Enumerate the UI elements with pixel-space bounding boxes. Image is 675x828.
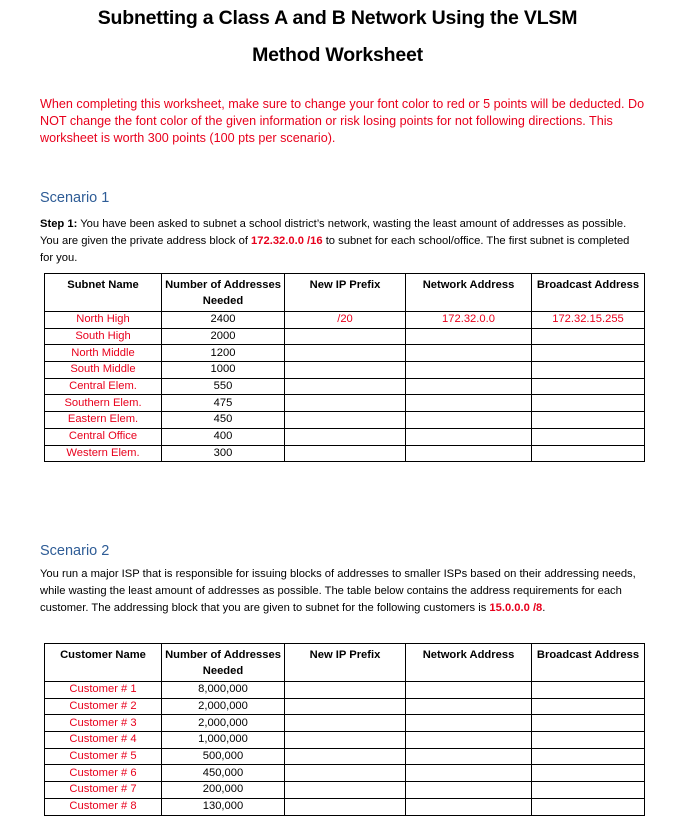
scenario-1-rows	[45, 312, 645, 462]
scenario-2-description	[40, 566, 645, 617]
name-cell: Eastern Elem.	[45, 412, 162, 429]
network-address-cell[interactable]	[406, 345, 532, 362]
table-row	[45, 312, 645, 329]
scenario-1-heading: Scenario 1	[40, 190, 110, 206]
scenario-1-text: You have been asked to subnet a school district’s network, wasting the least amount of addresses as possible. You are given the private address block of	[40, 218, 627, 247]
broadcast-address-cell[interactable]	[532, 765, 645, 782]
network-address-cell[interactable]	[406, 378, 532, 395]
header-addresses-needed: Number of Addresses Needed	[162, 274, 285, 312]
addresses-needed-cell: 8,000,000	[162, 682, 285, 699]
broadcast-address-cell[interactable]	[532, 362, 645, 379]
broadcast-address-cell[interactable]	[532, 782, 645, 799]
name-cell: Western Elem.	[45, 445, 162, 462]
addresses-needed-cell: 200,000	[162, 782, 285, 799]
header-broadcast-address: Broadcast Address	[532, 644, 645, 682]
new-ip-prefix-cell[interactable]	[285, 698, 406, 715]
new-ip-prefix-cell[interactable]	[285, 782, 406, 799]
network-address-cell[interactable]	[406, 765, 532, 782]
broadcast-address-cell[interactable]	[532, 715, 645, 732]
header-subnet-name: Subnet Name	[45, 274, 162, 312]
name-cell: Customer # 4	[45, 732, 162, 749]
table-row	[45, 328, 645, 345]
broadcast-address-cell[interactable]	[532, 682, 645, 699]
header-network-address: Network Address	[406, 644, 532, 682]
table-row	[45, 715, 645, 732]
network-address-cell[interactable]	[406, 362, 532, 379]
scenario-1-description	[40, 216, 645, 267]
scenario-2-text: You run a major ISP that is responsible for issuing blocks of addresses to smaller ISPs based on their addressing needs, while wasting the least amount of addresses as possible. The table below contains the address requirements for each customer. The addressing block that you are given to subnet for the following customers is	[40, 568, 636, 614]
header-addresses-needed: Number of Addresses Needed	[162, 644, 285, 682]
broadcast-address-cell[interactable]: 172.32.15.255	[532, 312, 645, 329]
scenario-2-table	[44, 643, 645, 816]
name-cell: Southern Elem.	[45, 395, 162, 412]
scenario-2-rows	[45, 682, 645, 816]
instructions: When completing this worksheet, make sure to change your font color to red or 5 points will be deducted. Do NOT change the font color of the given information or risk losing points for not following directions. This worksheet is worth 300 points (100 pts per scenario).	[40, 97, 645, 145]
broadcast-address-cell[interactable]	[532, 732, 645, 749]
new-ip-prefix-cell[interactable]	[285, 715, 406, 732]
worksheet-title-line-1: Subnetting a Class A and B Network Using the VLSM	[97, 7, 578, 29]
addresses-needed-cell: 1,000,000	[162, 732, 285, 749]
name-cell: North Middle	[45, 345, 162, 362]
broadcast-address-cell[interactable]	[532, 412, 645, 429]
network-address-cell[interactable]	[406, 328, 532, 345]
table-row	[45, 732, 645, 749]
scenario-1-text-end: to subnet for each school/office. The first subnet is completed for you.	[40, 235, 630, 264]
name-cell: Customer # 1	[45, 682, 162, 699]
broadcast-address-cell[interactable]	[532, 395, 645, 412]
network-address-cell[interactable]: 172.32.0.0	[406, 312, 532, 329]
name-cell: Central Office	[45, 428, 162, 445]
table-row	[45, 782, 645, 799]
name-cell: Central Elem.	[45, 378, 162, 395]
network-address-cell[interactable]	[406, 428, 532, 445]
addresses-needed-cell: 450	[162, 412, 285, 429]
addresses-needed-cell: 1000	[162, 362, 285, 379]
broadcast-address-cell[interactable]	[532, 445, 645, 462]
name-cell: South Middle	[45, 362, 162, 379]
new-ip-prefix-cell[interactable]	[285, 345, 406, 362]
header-network-address: Network Address	[406, 274, 532, 312]
addresses-needed-cell: 2000	[162, 328, 285, 345]
broadcast-address-cell[interactable]	[532, 328, 645, 345]
broadcast-address-cell[interactable]	[532, 345, 645, 362]
new-ip-prefix-cell[interactable]	[285, 362, 406, 379]
addresses-needed-cell: 1200	[162, 345, 285, 362]
addresses-needed-cell: 300	[162, 445, 285, 462]
scenario-1-table	[44, 273, 645, 462]
addresses-needed-cell: 2,000,000	[162, 715, 285, 732]
table-row	[45, 748, 645, 765]
new-ip-prefix-cell[interactable]	[285, 328, 406, 345]
scenario-2-heading: Scenario 2	[40, 543, 110, 559]
broadcast-address-cell[interactable]	[532, 798, 645, 815]
new-ip-prefix-cell[interactable]	[285, 732, 406, 749]
network-address-cell[interactable]	[406, 682, 532, 699]
addresses-needed-cell: 500,000	[162, 748, 285, 765]
table-row	[45, 412, 645, 429]
table-row	[45, 682, 645, 699]
new-ip-prefix-cell[interactable]	[285, 378, 406, 395]
worksheet-title-line-2: Method Worksheet	[252, 44, 423, 66]
name-cell: North High	[45, 312, 162, 329]
name-cell: Customer # 3	[45, 715, 162, 732]
network-address-cell[interactable]	[406, 698, 532, 715]
name-cell: Customer # 2	[45, 698, 162, 715]
step-label: Step 1:	[40, 218, 78, 230]
name-cell: Customer # 6	[45, 765, 162, 782]
table-row	[45, 445, 645, 462]
addresses-needed-cell: 400	[162, 428, 285, 445]
network-address-cell[interactable]	[406, 732, 532, 749]
header-new-ip-prefix: New IP Prefix	[285, 644, 406, 682]
table-row	[45, 378, 645, 395]
new-ip-prefix-cell[interactable]	[285, 428, 406, 445]
header-customer-name: Customer Name	[45, 644, 162, 682]
new-ip-prefix-cell[interactable]	[285, 395, 406, 412]
scenario-2-address-block: 15.0.0.0 /8	[489, 602, 543, 614]
scenario-1-address-block: 172.32.0.0 /16	[251, 235, 323, 247]
network-address-cell[interactable]	[406, 715, 532, 732]
new-ip-prefix-cell[interactable]	[285, 445, 406, 462]
table-row	[45, 362, 645, 379]
new-ip-prefix-cell[interactable]	[285, 412, 406, 429]
network-address-cell[interactable]	[406, 395, 532, 412]
new-ip-prefix-cell[interactable]	[285, 765, 406, 782]
broadcast-address-cell[interactable]	[532, 698, 645, 715]
addresses-needed-cell: 2400	[162, 312, 285, 329]
addresses-needed-cell: 2,000,000	[162, 698, 285, 715]
addresses-needed-cell: 550	[162, 378, 285, 395]
name-cell: Customer # 5	[45, 748, 162, 765]
table-row	[45, 428, 645, 445]
table-row	[45, 765, 645, 782]
network-address-cell[interactable]	[406, 782, 532, 799]
addresses-needed-cell: 130,000	[162, 798, 285, 815]
table-row	[45, 395, 645, 412]
header-new-ip-prefix: New IP Prefix	[285, 274, 406, 312]
table-row	[45, 345, 645, 362]
new-ip-prefix-cell[interactable]: /20	[285, 312, 406, 329]
addresses-needed-cell: 475	[162, 395, 285, 412]
addresses-needed-cell: 450,000	[162, 765, 285, 782]
broadcast-address-cell[interactable]	[532, 378, 645, 395]
scenario-2-text-end: .	[542, 602, 546, 614]
network-address-cell[interactable]	[406, 798, 532, 815]
header-broadcast-address: Broadcast Address	[532, 274, 645, 312]
new-ip-prefix-cell[interactable]	[285, 748, 406, 765]
network-address-cell[interactable]	[406, 748, 532, 765]
name-cell: Customer # 7	[45, 782, 162, 799]
broadcast-address-cell[interactable]	[532, 748, 645, 765]
name-cell: Customer # 8	[45, 798, 162, 815]
network-address-cell[interactable]	[406, 445, 532, 462]
new-ip-prefix-cell[interactable]	[285, 798, 406, 815]
table-row	[45, 698, 645, 715]
name-cell: South High	[45, 328, 162, 345]
network-address-cell[interactable]	[406, 412, 532, 429]
new-ip-prefix-cell[interactable]	[285, 682, 406, 699]
broadcast-address-cell[interactable]	[532, 428, 645, 445]
table-row	[45, 798, 645, 815]
